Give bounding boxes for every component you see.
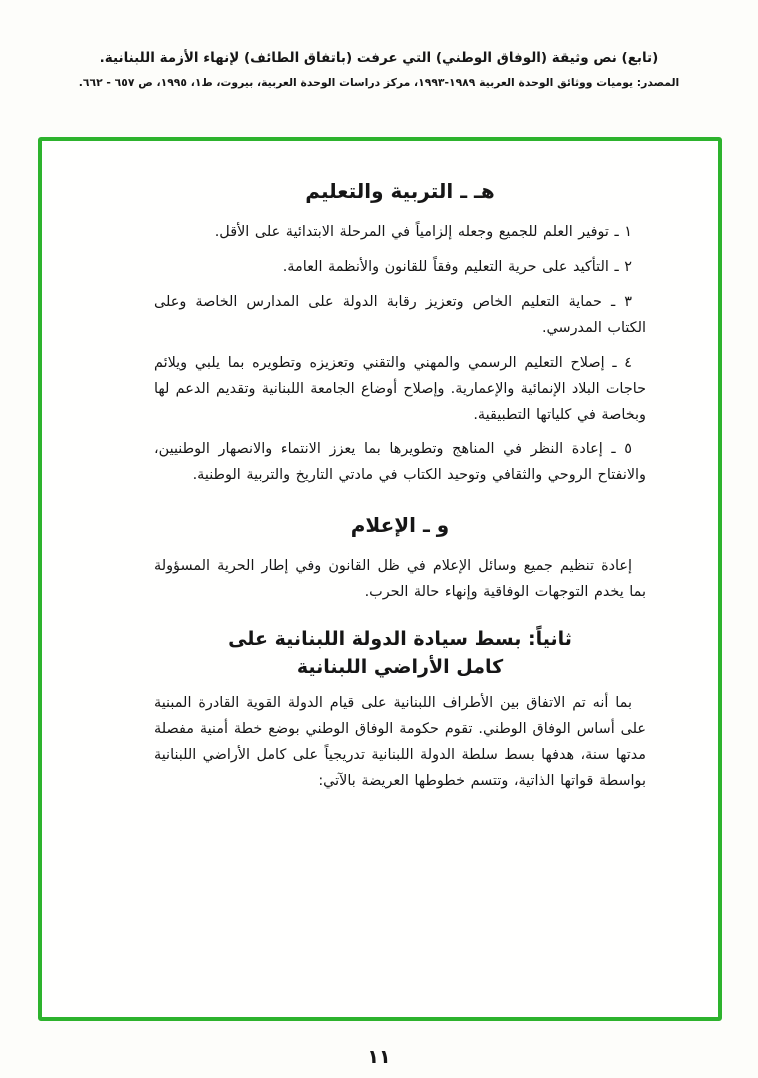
media-paragraph: إعادة تنظيم جميع وسائل الإعلام في ظل القانون وفي إطار الحرية المسؤولة بما يخدم التوجهات الوفاقية وإنهاء حالة الحرب. xyxy=(154,558,646,601)
education-item-4: ٤ ـ إصلاح التعليم الرسمي والمهني والتقني وتعزيزه وتطويره بما يلبي ويلائم حاجات البلاد الإنمائية والإعمارية. وإصلاح أوضاع الجامعة اللبنانية وتقديم الدعم لها وبخاصة في كلياتها التطبيقية. xyxy=(154,354,646,423)
page-header xyxy=(0,48,758,90)
sovereignty-paragraph: بما أنه تم الاتفاق بين الأطراف اللبنانية على قيام الدولة القوية القادرة المبنية على أساس الوفاق الوطني. تقوم حكومة الوفاق الوطني بوضع خطة أمنية مفصلة مدتها سنة، هدفها بسط سلطة الدولة اللبنانية تدريجياً على كامل الأراضي اللبنانية بواسطة قواتها الذاتية، وتتسم خطوطها العريضة بالآتي: xyxy=(154,695,646,789)
education-item-3: ٣ ـ حماية التعليم الخاص وتعزيز رقابة الدولة على المدارس الخاصة وعلى الكتاب المدرسي. xyxy=(154,293,646,336)
sovereignty-heading-line1: ثانياً: بسط سيادة الدولة اللبنانية على xyxy=(228,628,572,651)
section-heading-sovereignty xyxy=(154,626,646,681)
section-heading-education: هـ ـ التربية والتعليم xyxy=(305,179,495,203)
section-heading-media: و ـ الإعلام xyxy=(350,513,450,538)
header-title: (تابع) نص وثيقة (الوفاق الوطني) التي عرفت (باتفاق الطائف) لإنهاء الأزمة اللبنانية. xyxy=(99,50,659,66)
text-column xyxy=(42,141,718,795)
education-item-1: ١ ـ توفير العلم للجميع وجعله إلزامياً في المرحلة الابتدائية على الأقل. xyxy=(214,224,632,240)
education-item-2: ٢ ـ التأكيد على حرية التعليم وفقاً للقانون والأنظمة العامة. xyxy=(282,258,632,275)
education-item-5: ٥ ـ إعادة النظر في المناهج وتطويرها بما يعزز الانتماء والانصهار الوطنيين، والانفتاح الروحي والثقافي وتوحيد الكتاب في مادتي التاريخ والتربية الوطنية. xyxy=(154,441,646,484)
page-footer xyxy=(0,1046,758,1068)
sovereignty-heading-line2: كامل الأراضي اللبنانية xyxy=(296,655,504,678)
content-frame xyxy=(38,137,722,1021)
header-source-citation: المصدر: يوميات ووثائق الوحدة العربية ١٩٨٩-١٩٩٣، مركز دراسات الوحدة العربية، بيروت، ط١، ١٩٩٥، ص ٦٥٧ - ٦٦٢. xyxy=(78,76,680,90)
page-number: ١١ xyxy=(367,1046,391,1068)
